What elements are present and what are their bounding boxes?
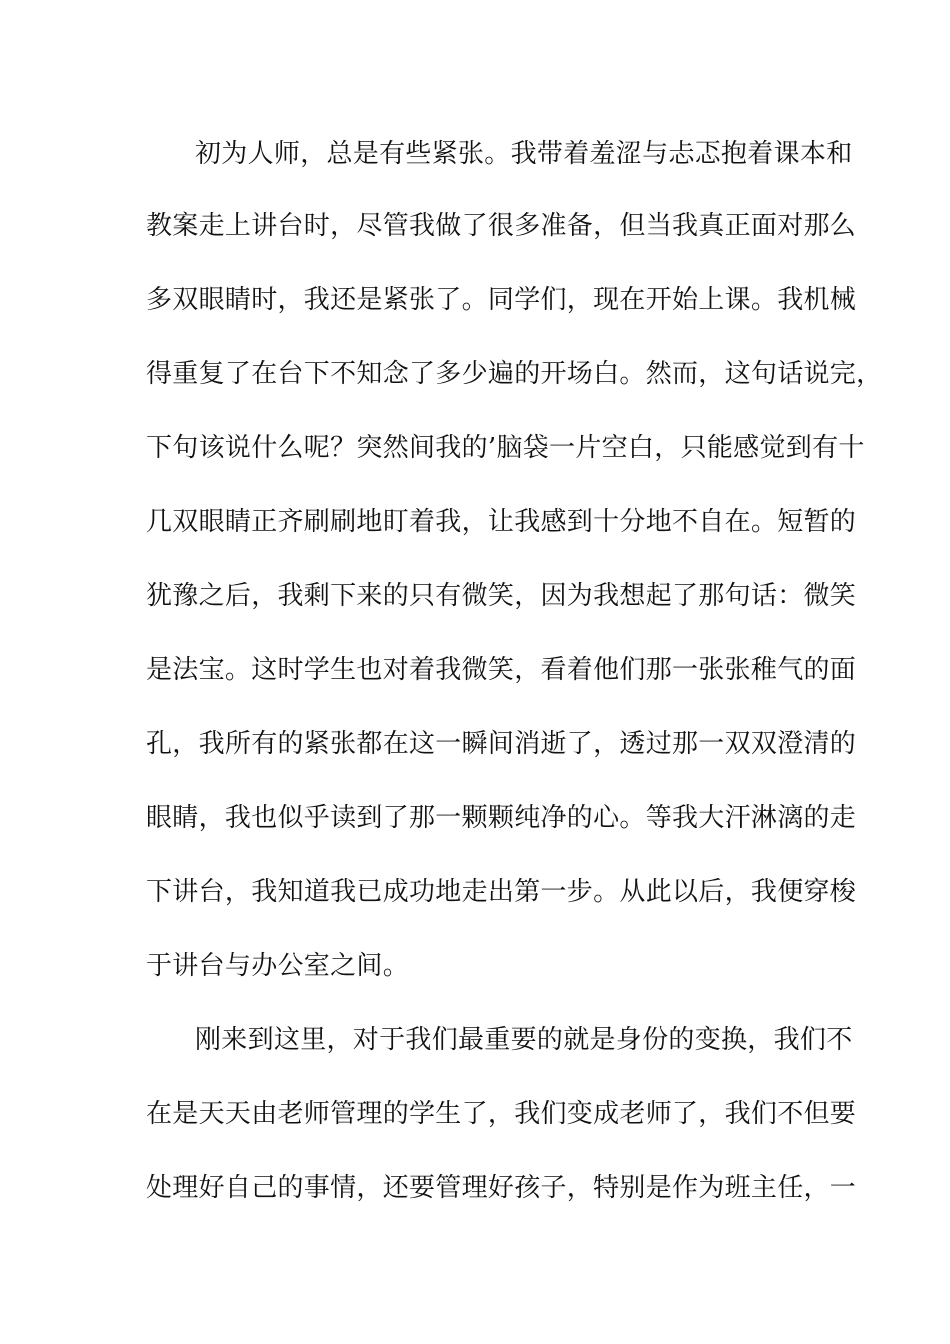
paragraph-1-line-10: 眼睛，我也似乎读到了那一颗颗纯净的心。等我大汗淋漓的走 [146, 803, 857, 833]
paragraph-1-line-8: 是法宝。这时学生也对着我微笑，看着他们那一张张稚气的面 [146, 655, 857, 685]
paragraph-2-line-3: 处理好自己的事情，还要管理好孩子，特别是作为班主任，一 [146, 1173, 857, 1203]
paragraph-1-line-1: 初为人师，总是有些紧张。我带着羞涩与忐忑抱着课本和 [195, 139, 853, 169]
paragraph-1-line-12: 于讲台与办公室之间。 [146, 951, 410, 981]
paragraph-1-line-11: 下讲台，我知道我已成功地走出第一步。从此以后，我便穿梭 [146, 877, 857, 907]
paragraph-1-line-5: 下句该说什么呢？突然间我的’脑袋一片空白，只能感觉到有十 [146, 433, 865, 463]
paragraph-1-line-9: 孔，我所有的紧张都在这一瞬间消逝了，透过那一双双澄清的 [146, 729, 857, 759]
paragraph-1-line-2: 教案走上讲台时，尽管我做了很多准备，但当我真正面对那么 [146, 211, 857, 241]
paragraph-1-line-4: 得重复了在台下不知念了多少遍的开场白。然而，这句话说完， [146, 359, 883, 389]
paragraph-2-line-1: 刚来到这里，对于我们最重要的就是身份的变换，我们不 [195, 1025, 853, 1055]
paragraph-1-line-7: 犹豫之后，我剩下来的只有微笑，因为我想起了那句话：微笑 [146, 581, 857, 611]
paragraph-1-line-3: 多双眼睛时，我还是紧张了。同学们，现在开始上课。我机械 [146, 285, 857, 315]
paragraph-2-line-2: 在是天天由老师管理的学生了，我们变成老师了，我们不但要 [146, 1099, 857, 1129]
paragraph-1-line-6: 几双眼睛正齐刷刷地盯着我，让我感到十分地不自在。短暂的 [146, 507, 857, 537]
